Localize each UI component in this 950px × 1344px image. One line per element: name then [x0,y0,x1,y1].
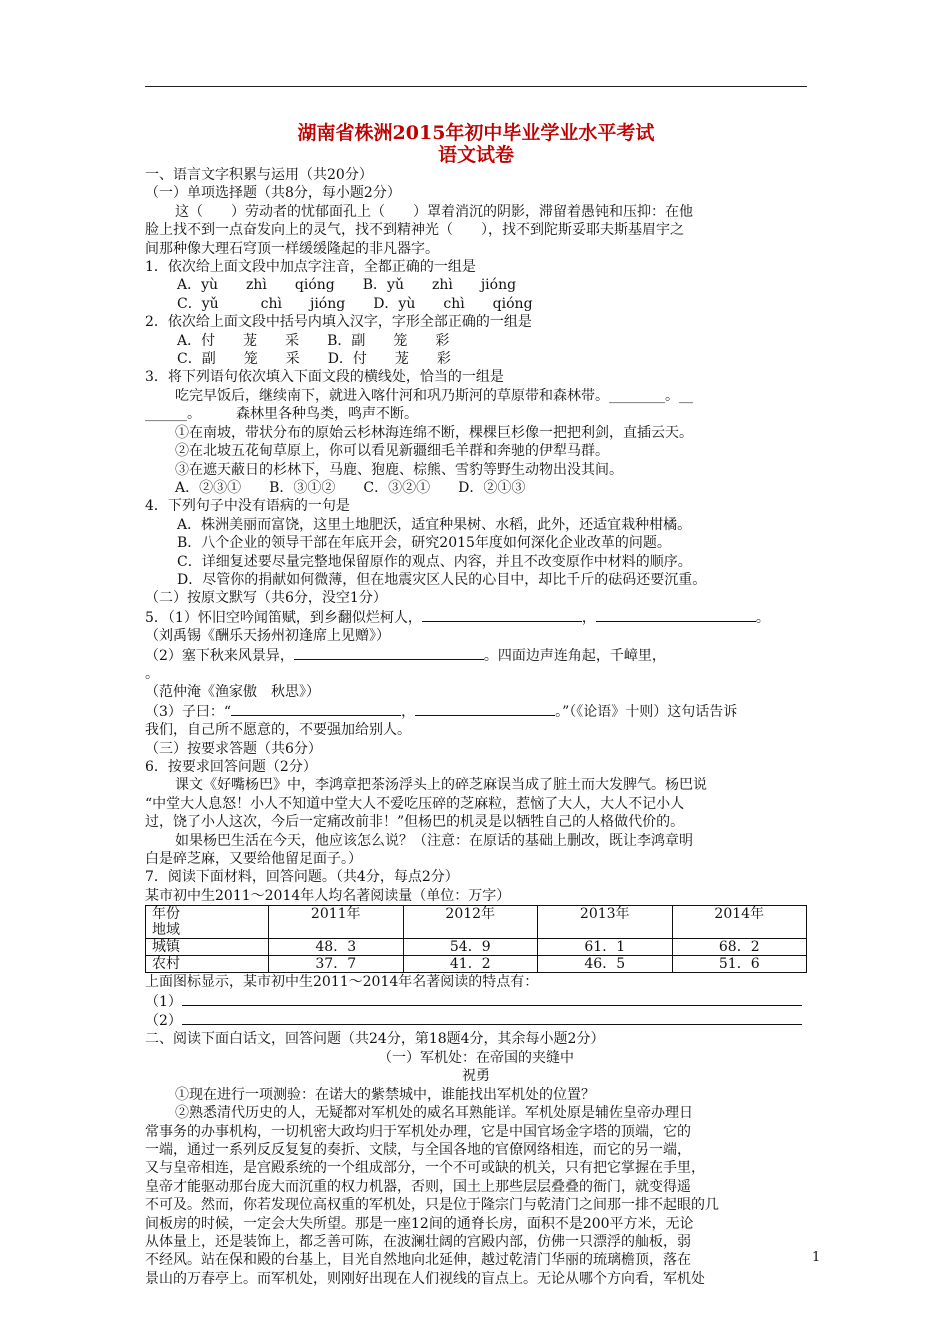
article-line: 间板房的时候，一定会大失所望。那是一座12间的通脊长房，面积不是200平方米，无论 [145,1215,694,1232]
article-line: 景山的万春亭上。而军机处，则刚好出现在人们视线的盲点上。无论从哪个方向看，军机处 [145,1270,705,1287]
part-2-heading: （二）按原文默写（共6分，没空1分） [145,590,387,607]
answer-line[interactable] [182,1011,802,1025]
q5-2-source: （范仲淹《渔家傲 秋思》） [145,684,320,701]
q5-3-cont: 我们，自己所不愿意的，不要强加给别人。 [145,722,411,739]
question-6: 6．按要求回答问题（2分） [145,759,317,775]
q4-option-c: C．详细复述要尽量完整地保留原作的观点、内容，并且不改变原作中材料的顺序。 [177,553,692,570]
article-line: 又与皇帝相连，是宫殿系统的一个组成部分，一个不可或缺的机关，只有把它掌握在手里， [145,1160,705,1177]
reading-table [145,905,807,973]
header-region: 地域 [152,922,180,939]
cell: 41．2 [403,956,538,973]
q6-passage: “中堂大人息怒！小人不知道中堂大人不爱吃压碎的芝麻粒，惹恼了大人，大人不记小人 [145,795,685,812]
passage-line: 这（ ）劳动者的忧郁面孔上（ ）罩着消沉的阴影，滞留着愚钝和压抑：在他 [175,203,693,220]
question-2: 2．依次给上面文段中括号内填入汉字，字形全部正确的一组是 [145,314,532,331]
answer-line[interactable] [182,992,802,1006]
exam-page [145,122,807,1288]
part-3-heading: （三）按要求答题（共6分） [145,740,322,757]
q6-question: 白是碎芝麻，又要给他留足面子。） [145,851,362,868]
passage-line: 脸上找不到一点奋发向上的灵气，找不到精神光（ ），找不到陀斯妥耶夫斯基眉宇之 [145,222,684,239]
q3-passage: ______。 森林里各种鸟类，鸣声不断。 [145,406,418,423]
q7-answer-2 [145,1011,807,1030]
q5-2-end: 。 [145,665,159,682]
row-label: 城镇 [146,939,269,956]
q1-options-ab: A．yù zhì qióng B．yǔ zhì jióng [177,277,517,294]
q5-3-end: 。”（《论语》十则）这句话告诉 [555,703,738,720]
q2-options-cd: C．副 笼 采 D．付 茏 彩 [177,351,451,368]
article-paragraph: ②熟悉清代历史的人，无疑都对军机处的威名耳熟能详。军机处原是辅佐皇帝办理日 [175,1105,693,1122]
section-2-heading: 二、阅读下面白话文，回答问题（共24分，第18题4分，其余每小题2分） [145,1031,605,1048]
row-label: 农村 [146,956,269,973]
question-7: 7．阅读下面材料，回答问题。（共4分，每点2分） [145,869,459,886]
article-paragraph: ①现在进行一项测验：在诺大的紫禁城中，谁能找出军机处的位置？ [175,1086,595,1103]
header-year: 年份 [152,906,180,923]
article-line: 常事务的办事机构，一切机密大政均归于军机处办理，它是中国官场金字塔的顶端，它的 [145,1123,691,1140]
question-5-1: 5．（1）怀旧空吟闻笛赋，到乡翻似烂柯人， ， 。 [145,609,770,626]
col-header: 2014年 [672,906,807,939]
q4-option-b: B．八个企业的领导干部在年底开会，研究2015年度如何深化企业改革的问题。 [177,535,671,552]
passage-line: 间那种像大理石穹顶一样缓缓隆起的非凡器字。 [145,240,439,257]
exam-subtitle: 语文试卷 [437,144,514,166]
answer-label: （1） [145,993,182,1010]
question-5-3: （3）子曰：“ ， 。”（《论语》十则）这句话告诉 [145,703,738,720]
table-corner [146,906,269,939]
cell: 51．6 [672,956,807,973]
cell: 46．5 [538,956,673,973]
answer-blank[interactable] [422,608,582,622]
col-header: 2013年 [538,906,673,939]
page-number: 1 [812,1250,821,1265]
answer-label: （2） [145,1013,182,1030]
q3-passage: 吃完早饭后，继续南下，就进入喀什河和巩乃斯河的草原带和森林带。________。__ [175,387,693,404]
question-4: 4．下列句子中没有语病的一句是 [145,498,350,515]
article-author: 祝勇 [462,1068,490,1085]
q5-1-source: （刘禹锡《酬乐天扬州初逢席上见赠》） [145,628,390,645]
question-3: 3．将下列语句依次填入下面文段的横线处，恰当的一组是 [145,369,504,386]
answer-blank[interactable] [294,646,484,660]
q4-option-d: D．尽管你的捐献如何微薄，但在地震灾区人民的心目中，却比千斤的砝码还要沉重。 [177,571,707,588]
table-caption: 某市初中生2011～2014年人均名著阅读量（单位：万字） [145,887,511,904]
article-title: （一）军机处：在帝国的夹缝中 [378,1049,574,1066]
question-5-2 [145,646,807,665]
q5-1-text: 5．（1）怀旧空吟闻笛赋，到乡翻似烂柯人， [145,609,422,626]
exam-title: 湖南省株洲2015年初中毕业学业水平考试 [297,122,655,144]
q6-passage: 课文《好嘴杨巴》中，李鸿章把茶汤浮头上的碎芝麻误当成了脏土而大发脾气。杨巴说 [175,777,707,794]
q6-passage: 过，饶了小人这次，今后一定痛改前非！”但杨巴的机灵是以牺牲自己的人格做代价的。 [145,814,685,831]
q1-options-cd: C．yǔ chì jióng D．yù chì qióng [177,295,533,312]
cell: 61．1 [538,939,673,956]
q6-question: 如果杨巴生活在今天，他应该怎么说？（注意：在原话的基础上删改，既让李鸿章明 [175,832,693,849]
cell: 68．2 [672,939,807,956]
table-row [146,956,807,973]
header-rule [145,86,807,87]
q3-answers: A．②③① B．③①② C．③②① D．②①③ [175,479,526,496]
q3-option: ②在北坡五花甸草原上，你可以看见新疆细毛羊群和奔驰的伊犁马群。 [175,443,609,460]
cell: 37．7 [269,956,404,973]
q7-answer-1 [145,992,807,1011]
table-row [146,939,807,956]
q3-option: ①在南坡，带状分布的原始云杉林海连绵不断，棵棵巨杉像一把把利剑，直插云天。 [175,424,693,441]
q5-3-text: （3）子曰：“ [145,703,232,720]
section-1-heading: 一、语言文字积累与运用（共20分） [145,167,373,183]
q3-option: ③在遮天蔽日的杉林下，马鹿、狍鹿、棕熊、雪豹等野生动物出没其间。 [175,461,623,478]
article-line: 皇帝才能驱动那台庞大而沉重的权力机器，否则，国土上那些层层叠叠的衙门，就变得遥 [145,1178,691,1195]
q5-2-mid: 。四面边声连角起，千嶂里， [483,647,666,664]
part-1-heading: （一）单项选择题（共8分，每小题2分） [145,185,401,202]
q7-question: 上面图标显示，某市初中生2011～2014年名著阅读的特点有： [145,974,539,991]
q5-2-text: （2）塞下秋来风景异， [145,647,294,664]
cell: 54．9 [403,939,538,956]
answer-blank[interactable] [415,702,555,716]
article-line: 从体量上，还是装饰上，都乏善可陈，在波澜壮阔的宫殿内部，仿佛一只漂浮的舢板，弱 [145,1233,691,1250]
answer-blank[interactable] [596,608,756,622]
cell: 48．3 [269,939,404,956]
col-header: 2011年 [269,906,404,939]
q4-option-a: A．株洲美丽而富饶，这里土地肥沃，适宜种果树、水稻，此外，还适宜栽种柑橘。 [177,516,692,533]
article-line: 不可及。然而，你若发现位高权重的军机处，只是位于隆宗门与乾清门之间那一排不起眼的几 [145,1197,719,1214]
article-line: 一端，通过一系列反反复复的奏折、文牍，与全国各地的官僚网络相连，而它的另一端， [145,1141,691,1158]
answer-blank[interactable] [231,702,401,716]
q2-options-ab: A．付 茏 采 B．副 笼 彩 [177,332,450,349]
question-1: 1．依次给上面文段中加点字注音，全都正确的一组是 [145,259,476,276]
article-line: 不经风。站在保和殿的台基上，目光自然地向北延伸，越过乾清门华丽的琉璃檐顶，落在 [145,1252,691,1269]
col-header: 2012年 [403,906,538,939]
